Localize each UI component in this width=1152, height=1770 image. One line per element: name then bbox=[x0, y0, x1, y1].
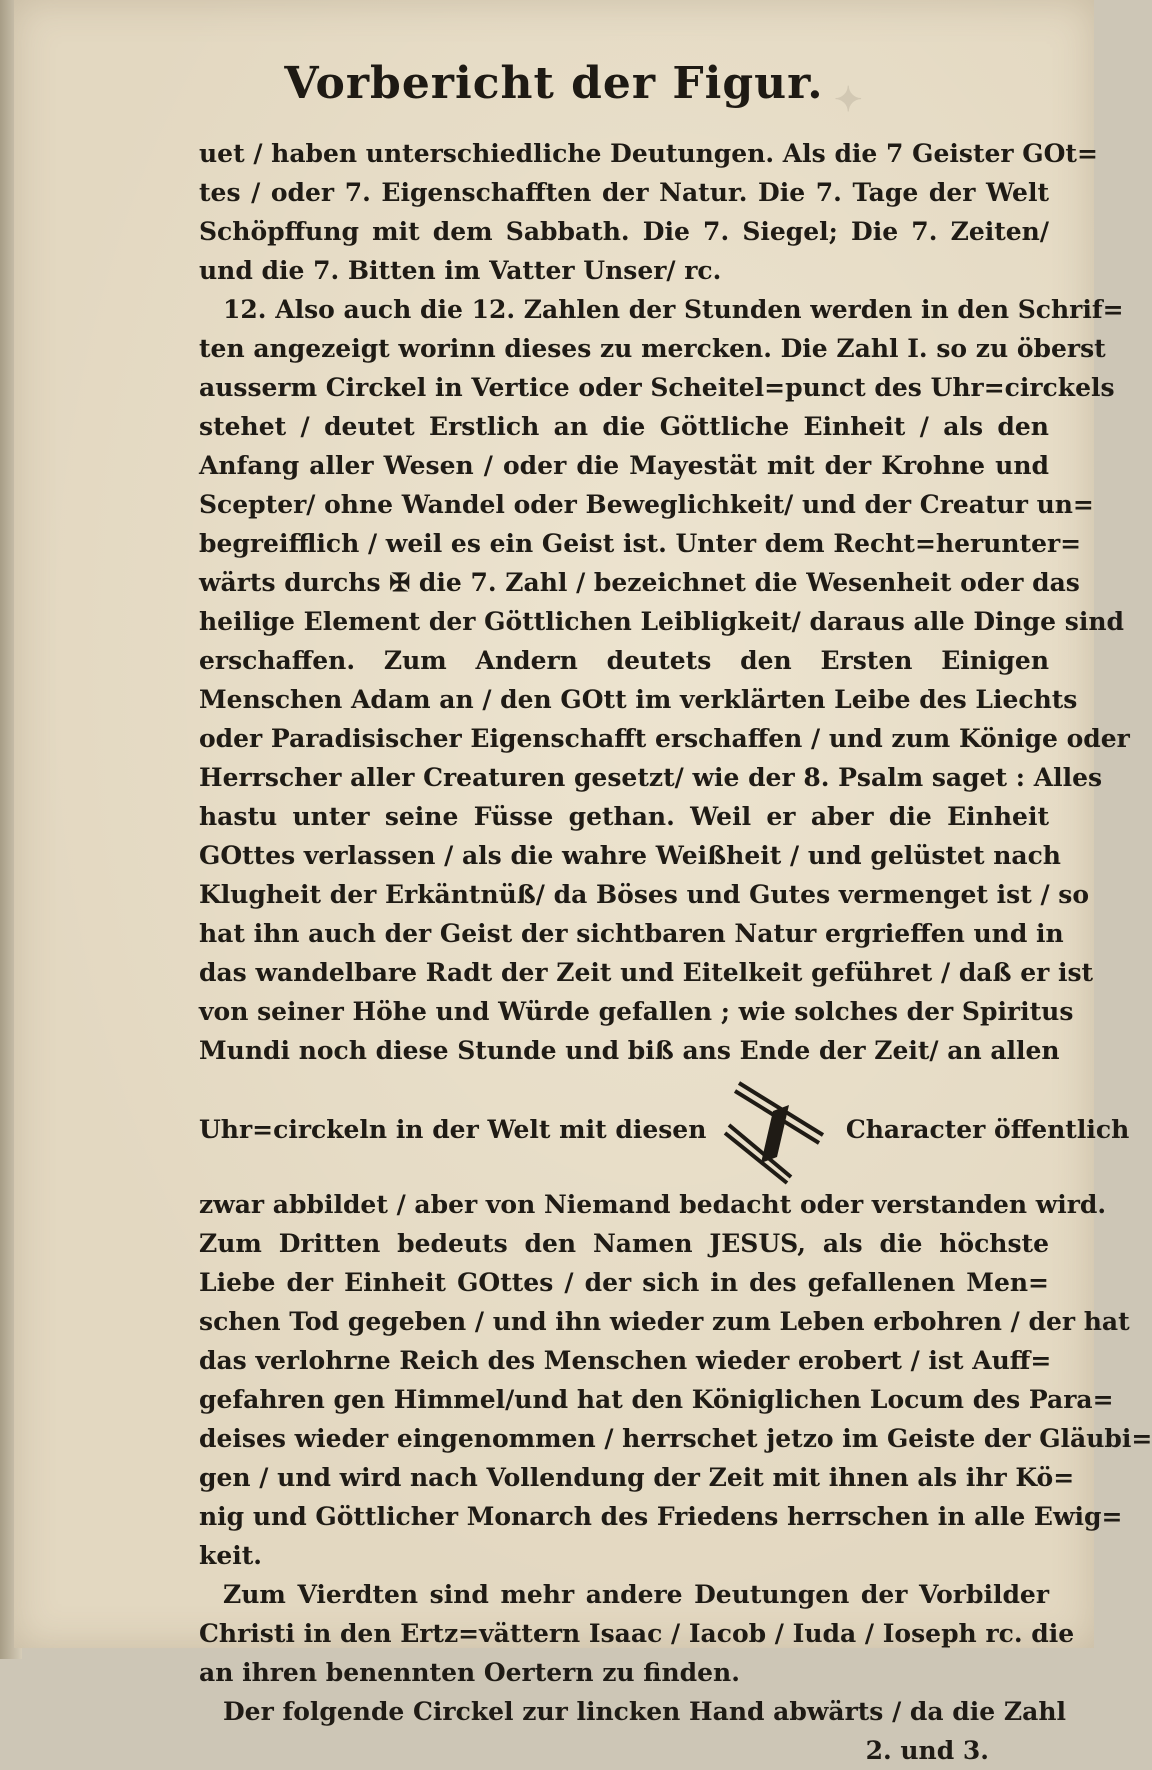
character-row bbox=[199, 1070, 1130, 1185]
text-line: das verlohrne Reich des Menschen wieder erobert / ist Auff= bbox=[199, 1346, 1052, 1375]
text-line: das wandelbare Radt der Zeit und Eitelkeit geführet / daß er ist bbox=[199, 958, 1094, 987]
text-line: nig und Göttlicher Monarch des Friedens herrschen in alle Ewig= bbox=[199, 1502, 1123, 1531]
text-line: Liebe der Einheit GOttes / der sich in des gefallenen Men= bbox=[199, 1268, 1049, 1297]
text-line: gefahren gen Himmel/und hat den Königlichen Locum des Para= bbox=[199, 1385, 1114, 1414]
text-line: wärts durchs ✠ die 7. Zahl / bezeichnet die Wesenheit oder das bbox=[199, 568, 1080, 597]
text-line: begreifflich / weil es ein Geist ist. Unter dem Recht=herunter= bbox=[199, 529, 1082, 558]
text-line: stehet / deutet Erstlich an die Göttliche Einheit / als den bbox=[199, 412, 1049, 441]
text-line: Menschen Adam an / den GOtt im verklärten Leibe des Liechts bbox=[199, 685, 1078, 714]
text-line: tes / oder 7. Eigenschafften der Natur. Die 7. Tage der Welt bbox=[199, 178, 1049, 207]
character-row-right-text: Character öffentlich bbox=[845, 1115, 1130, 1144]
text-line: uet / haben unterschiedliche Deutungen. Als die 7 Geister GOt= bbox=[199, 139, 1098, 168]
text-line: Herrscher aller Creaturen gesetzt/ wie der 8. Psalm saget : Alles bbox=[199, 763, 1103, 792]
text-line: Der folgende Circkel zur lincken Hand abwärts / da die Zahl bbox=[223, 1697, 1067, 1726]
text-line: an ihren benennten Oertern zu finden. bbox=[199, 1658, 740, 1687]
text-line: ten angezeigt worinn dieses zu mercken. Die Zahl I. so zu öberst bbox=[199, 334, 1106, 363]
text-line: Scepter/ ohne Wandel oder Beweglichkeit/ und der Creatur un= bbox=[199, 490, 1094, 519]
text-line: ausserm Circkel in Vertice oder Scheitel=punct des Uhr=circkels bbox=[199, 373, 1115, 402]
text-line: Christi in den Ertz=vättern Isaac / Iacob / Iuda / Ioseph rc. die bbox=[199, 1619, 1075, 1648]
text-line: von seiner Höhe und Würde gefallen ; wie solches der Spiritus bbox=[199, 997, 1074, 1026]
text-line: gen / und wird nach Vollendung der Zeit mit ihnen als ihr Kö= bbox=[199, 1463, 1075, 1492]
bleed-through-mark: ✦ bbox=[834, 80, 863, 120]
catchword: 2. und 3. bbox=[865, 1736, 989, 1765]
text-line: hastu unter seine Füsse gethan. Weil er aber die Einheit bbox=[199, 802, 1049, 831]
character-row-left-text: Uhr=circkeln in der Welt mit diesen bbox=[199, 1115, 707, 1144]
body-text bbox=[199, 134, 1152, 1770]
text-line: GOttes verlassen / als die wahre Weißheit / und gelüstet nach bbox=[199, 841, 1061, 870]
text-line: oder Paradisischer Eigenschafft erschaffen / und zum Könige oder bbox=[199, 724, 1130, 753]
text-line: Anfang aller Wesen / oder die Mayestät mit der Krohne und bbox=[199, 451, 1049, 480]
text-line: Zum Vierdten sind mehr andere Deutungen der Vorbilder bbox=[223, 1580, 1049, 1609]
text-line: schen Tod gegeben / und ihn wieder zum Leben erbohren / der hat bbox=[199, 1307, 1130, 1336]
page-header: Vorbericht der Figur. bbox=[284, 58, 824, 109]
text-line: hat ihn auch der Geist der sichtbaren Natur ergrieffen und in bbox=[199, 919, 1064, 948]
text-line: Mundi noch diese Stunde und biß ans Ende der Zeit/ an allen bbox=[199, 1036, 1060, 1065]
text-line: Zum Dritten bedeuts den Namen JESUS, als die höchste bbox=[199, 1229, 1049, 1258]
spiritus-mundi-character-icon bbox=[721, 1075, 831, 1185]
text-line: deises wieder eingenommen / herrschet jetzo im Geiste der Gläubi= bbox=[199, 1424, 1152, 1453]
text-line: Klugheit der Erkäntnüß/ da Böses und Gutes vermenget ist / so bbox=[199, 880, 1090, 909]
text-line: erschaffen. Zum Andern deutets den Ersten Einigen bbox=[199, 646, 1049, 675]
text-line: und die 7. Bitten im Vatter Unser/ rc. bbox=[199, 256, 722, 285]
text-line: zwar abbildet / aber von Niemand bedacht oder verstanden wird. bbox=[199, 1190, 1107, 1219]
text-line: 12. Also auch die 12. Zahlen der Stunden werden in den Schrif= bbox=[223, 295, 1124, 324]
text-line: heilige Element der Göttlichen Leibligkeit/ daraus alle Dinge sind bbox=[199, 607, 1124, 636]
text-line: keit. bbox=[199, 1541, 262, 1570]
book-page bbox=[14, 0, 1152, 1765]
text-line: Schöpffung mit dem Sabbath. Die 7. Siegel; Die 7. Zeiten/ bbox=[199, 217, 1049, 246]
